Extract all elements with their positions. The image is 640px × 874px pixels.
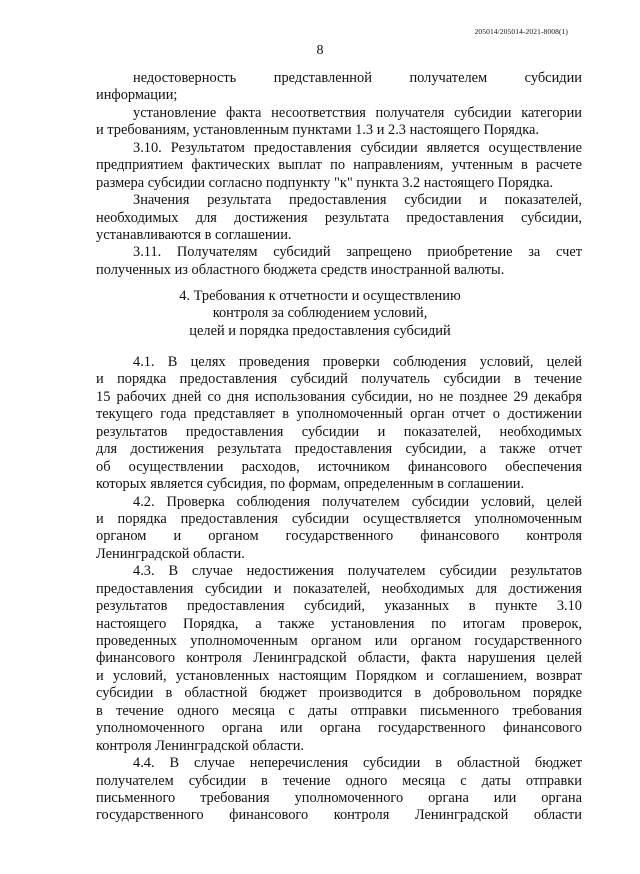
text-line: которых является субсидия, по формам, определенным в соглашении. xyxy=(96,476,525,493)
text-line: и требованиям, установленным пунктами 1.3 и 2.3 настоящего Порядка. xyxy=(96,122,539,139)
text-line: органом и органом государственного финансового контроля xyxy=(96,528,582,545)
text-line: установление факта несоответствия получателя субсидии категории xyxy=(133,104,582,121)
text-block-requirements xyxy=(96,70,582,279)
text-line: устанавливаются в соглашении. xyxy=(96,226,292,243)
text-line: результатов предоставления субсидии и показателей, необходимых xyxy=(96,423,582,440)
text-line: субсидии в областной бюджет производится в добровольном порядке xyxy=(96,685,582,702)
text-line: 4.2. Проверка соблюдения получателем субсидии условий, целей xyxy=(133,493,582,510)
text-line: получателем субсидии в течение одного месяца с даты отправки xyxy=(96,772,582,789)
document-code: 205014/205014-2021-8008(1) xyxy=(474,27,568,36)
section-heading xyxy=(0,288,640,340)
text-line: и условий, установленных настоящим Порядком и соглашением, возврат xyxy=(96,667,582,684)
text-line: для достижения результата предоставления субсидии, а также отчет xyxy=(96,441,582,458)
text-line: контроля Ленинградской области. xyxy=(96,737,305,754)
page-number: 8 xyxy=(316,43,324,58)
text-line: письменного требования уполномоченного органа или органа xyxy=(96,789,582,806)
text-line: 4.3. В случае недостижения получателем субсидии результатов xyxy=(133,563,582,580)
text-line: 4.4. В случае неперечисления субсидии в областной бюджет xyxy=(133,755,582,772)
heading-line: контроля за соблюдением условий, xyxy=(212,305,428,322)
text-line: и порядка предоставления субсидии осуществляется уполномоченным xyxy=(96,510,582,527)
text-line: проведенных уполномоченным органом или органом государственного xyxy=(96,633,582,649)
text-line: настоящего Порядка, а также установления по итогам проверок, xyxy=(96,615,582,632)
text-line: финансового контроля Ленинградской области, факта нарушения целей xyxy=(96,650,582,667)
heading-line: целей и порядка предоставления субсидий xyxy=(189,322,451,339)
text-block-reporting xyxy=(96,354,582,825)
text-line: 3.10. Результатом предоставления субсидии является осуществление xyxy=(133,139,582,156)
heading-line: 4. Требования к отчетности и осуществлению xyxy=(179,288,461,304)
text-line: 15 рабочих дней со дня использования субсидии, но не позднее 29 декабря xyxy=(96,388,582,405)
text-line: полученных из областного бюджета средств иностранной валюты. xyxy=(96,261,505,278)
text-line: текущего года представляет в уполномоченный орган отчет о достижении xyxy=(96,406,582,423)
text-line: результатов предоставления субсидий, указанных в пункте 3.10 xyxy=(96,598,582,615)
text-line: Ленинградской области. xyxy=(96,545,245,562)
text-line: Значения результата предоставления субсидии и показателей, xyxy=(133,192,582,209)
text-line: и порядка предоставления субсидий получатель субсидии в течение xyxy=(96,371,582,388)
text-line: необходимых для достижения результата предоставления субсидии, xyxy=(96,209,582,226)
text-line: 4.1. В целях проведения проверки соблюдения условий, целей xyxy=(133,354,582,370)
text-line: уполномоченного органа или органа государственного финансового xyxy=(96,720,582,737)
text-line: недостоверность представленной получателем субсидии xyxy=(133,70,582,86)
text-line: размера субсидии согласно подпункту "к" пункта 3.2 настоящего Порядка. xyxy=(96,174,554,191)
text-line: об осуществлении расходов, источником финансового обеспечения xyxy=(96,458,582,475)
text-line: предоставления субсидии и показателей, необходимых для достижения xyxy=(96,580,582,597)
text-line: информации; xyxy=(96,87,178,104)
text-line: в течение одного месяца с даты отправки письменного требования xyxy=(96,702,582,719)
text-line: предприятием фактических выплат по направлениям, учтенным в расчете xyxy=(96,157,582,174)
text-line: государственного финансового контроля Ленинградской области xyxy=(96,807,582,824)
text-line: 3.11. Получателям субсидий запрещено приобретение за счет xyxy=(133,244,582,261)
